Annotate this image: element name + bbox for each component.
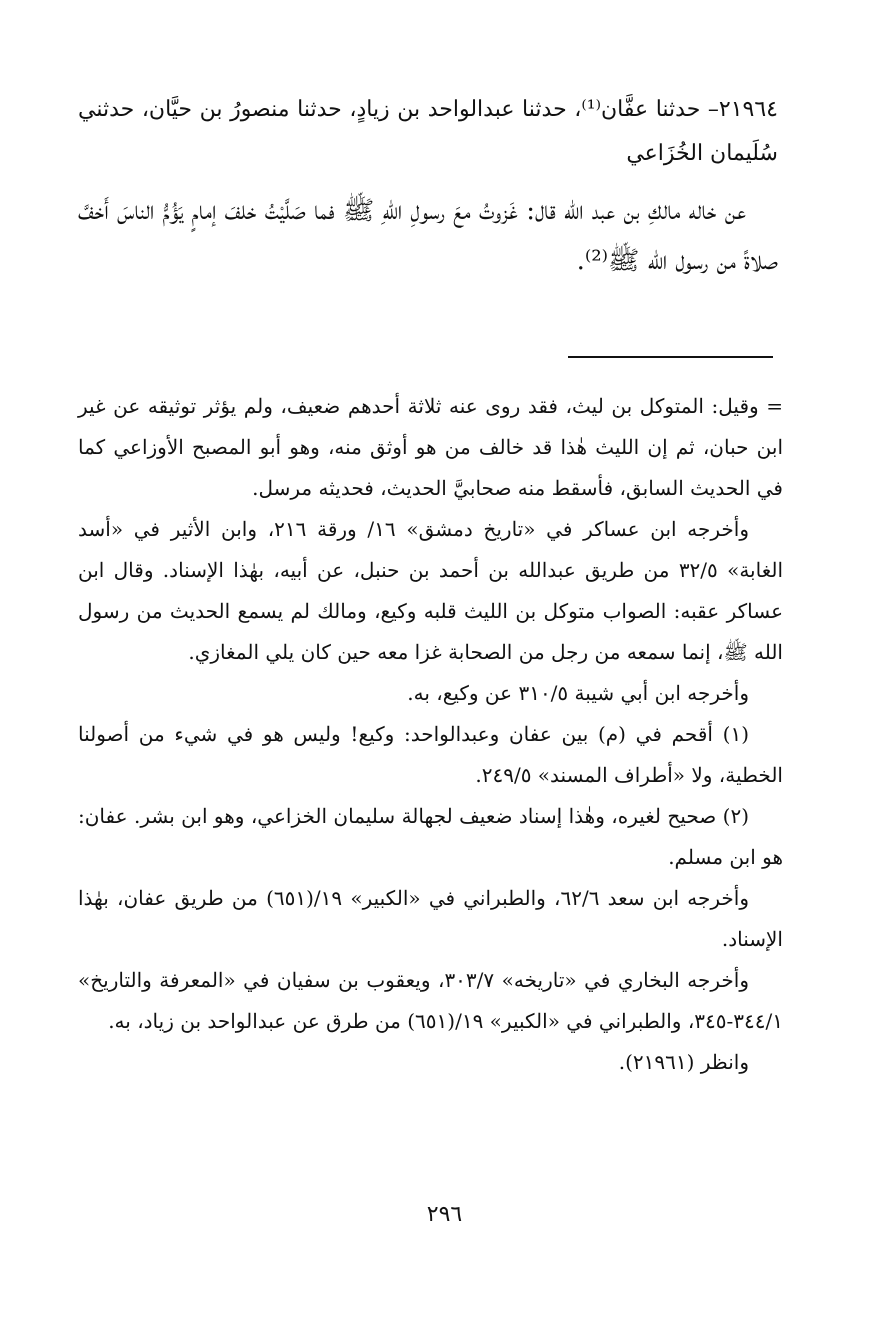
footnotes (78, 386, 783, 1083)
footnote-separator (568, 356, 773, 358)
footnote-paragraph: وأخرجه البخاري في «تاريخه» ٣٠٣/٧، ويعقوب بن سفيان في «المعرفة والتاريخ» ٣٤٤/١-٣٤٥، والطبراني في «الكبير» ١٩/(٦٥١) من طرق عن عبدالواحد بن زياد، به. (78, 968, 783, 1033)
footnote-paragraph: (١) أقحم في (م) بين عفان وعبدالواحد: وكيع! وليس هو في شيء من أصولنا الخطية، ولا «أطراف المسند» ٢٤٩/٥. (78, 722, 783, 787)
footnote-paragraph: وانظر (٢١٩٦١). (618, 1050, 749, 1074)
footnote-paragraph: وأخرجه ابن سعد ٦٢/٦، والطبراني في «الكبير» ١٩/(٦٥١) من طريق عفان، بهٰذا الإسناد. (78, 886, 783, 951)
page-number: ٢٩٦ (426, 1202, 463, 1227)
footnote-paragraph: وأخرجه ابن عساكر في «تاريخ دمشق» ١٦/ ورقة ٢١٦، وابن الأثير في «أسد الغابة» ٣٢/٥ من طريق عبدالله بن أحمد بن حنبل، عن أبيه، بهٰذا الإسناد. وقال ابن عساكر عقبه: الصواب متوكل بن الليث قلبه وكيع، ومالك لم يسمع الحديث من رسول الله ﷺ، إنما سمعه من رجل من الصحابة غزا معه حين كان يلي المغازي. (78, 517, 784, 664)
hadith-header: ٢١٩٦٤– حدثنا عفَّان⁽¹⁾، حدثنا عبدالواحد بن زيادٍ، حدثنا منصورُ بن حيَّان، حدثني سُلَيمان الخُزَاعي (78, 97, 778, 166)
hadith-text: عن خاله مالكِ بن عبد الله قال: غَزوتُ معَ رسولِ اللهِ ﷺ فما صَلَّيْتُ خلفَ إمامٍ يَؤُمُّ الناسَ أَخفَّ صلاةً من رسول الله ﷺ⁽²⁾. (78, 196, 778, 276)
footnote-paragraph: = وقيل: المتوكل بن ليث، فقد روى عنه ثلاثة أحدهم ضعيف، ولم يؤثر توثيقه عن غير ابن حبان، ثم إن الليث هٰذا قد خالف من هو أوثق منه، وهو أبو المصبح الأوزاعي كما في الحديث السابق، فأسقط منه صحابيَّ الحديث، فحديثه مرسل. (78, 394, 783, 500)
footnote-paragraph: وأخرجه ابن أبي شيبة ٣١٠/٥ عن وكيع، به. (407, 681, 749, 705)
main-text (78, 88, 778, 286)
footnote-paragraph: (٢) صحيح لغيره، وهٰذا إسناد ضعيف لجهالة سليمان الخزاعي، وهو ابن بشر. عفان: هو ابن مسلم. (78, 804, 783, 869)
